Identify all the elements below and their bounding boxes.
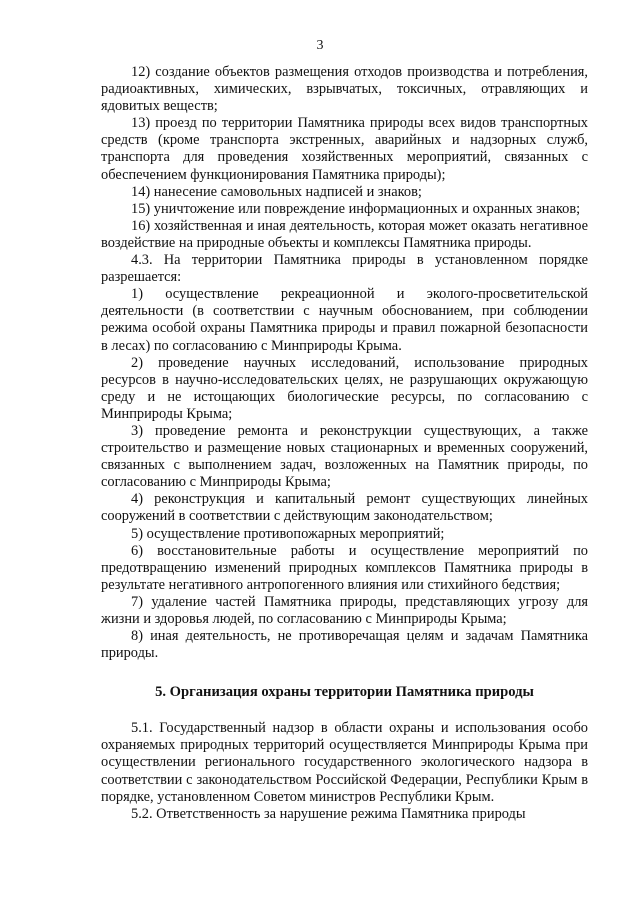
- paragraph-item-15: 15) уничтожение или повреждение информационных и охранных знаков;: [131, 200, 581, 217]
- document-body: [101, 64, 588, 823]
- paragraph-item-16: 16) хозяйственная и иная деятельность, которая может оказать негативное воздействие на природные объекты и комплексы Памятника природы.: [101, 217, 588, 251]
- paragraph-allowed-7: 7) удаление частей Памятника природы, представляющих угрозу для жизни и здоровья людей, по согласованию с Минприроды Крыма;: [101, 593, 588, 627]
- paragraph-allowed-8: 8) иная деятельность, не противоречащая целям и задачам Памятника природы.: [101, 628, 588, 662]
- paragraph-clause-5-1: 5.1. Государственный надзор в области охраны и использования особо охраняемых природных территорий осуществляется Минприроды Крыма при осуществлении регионального государственного экологического надзора в соответствии с законодательством Российской Федерации, Республики Крым в порядке, установленном Советом министров Республики Крым.: [101, 720, 588, 805]
- paragraph-clause-5-2: 5.2. Ответственность за нарушение режима Памятника природы: [131, 805, 526, 822]
- paragraph-allowed-2: 2) проведение научных исследований, использование природных ресурсов в научно-исследовательских целях, не разрушающих окружающую среду и не истощающих биологические ресурсы, по согласованию с Минприроды Крыма;: [101, 354, 588, 422]
- paragraph-item-14: 14) нанесение самовольных надписей и знаков;: [131, 183, 422, 200]
- page-number: 3: [316, 38, 324, 53]
- section-heading: 5. Организация охраны территории Памятника природы: [155, 684, 534, 701]
- paragraph-allowed-1: 1) осуществление рекреационной и эколого-просветительской деятельности (в соответствии с научным обоснованием, при соблюдении режима особой охраны Памятника природы и правил пожарной безопасности в лесах) по согласованию с Минприроды Крыма.: [101, 286, 588, 354]
- paragraph-allowed-6: 6) восстановительные работы и осуществление мероприятий по предотвращению изменений природных комплексов Памятника природы в результате негативного антропогенного влияния или стихийного бедствия;: [101, 542, 588, 593]
- paragraph-item-12: 12) создание объектов размещения отходов производства и потребления, радиоактивных, химических, взрывчатых, токсичных, отравляющих и ядовитых веществ;: [101, 64, 588, 115]
- paragraph-allowed-5: 5) осуществление противопожарных мероприятий;: [131, 525, 445, 542]
- paragraph-allowed-3: 3) проведение ремонта и реконструкции существующих, а также строительство и размещение новых стационарных и временных сооружений, связанных с выполнением задач, возложенных на Памятник природы, по согласованию с Минприроды Крыма;: [101, 422, 588, 491]
- paragraph-clause-4-3: 4.3. На территории Памятника природы в установленном порядке разрешается:: [101, 252, 588, 286]
- paragraph-item-13: 13) проезд по территории Памятника природы всех видов транспортных средств (кроме транспорта экстренных, аварийных и надзорных служб, транспорта для проведения хозяйственных мероприятий, связанных с обеспечением функционирования Памятника природы);: [101, 115, 588, 183]
- paragraph-allowed-4: 4) реконструкция и капитальный ремонт существующих линейных сооружений в соответствии с действующим законодательством;: [101, 491, 588, 525]
